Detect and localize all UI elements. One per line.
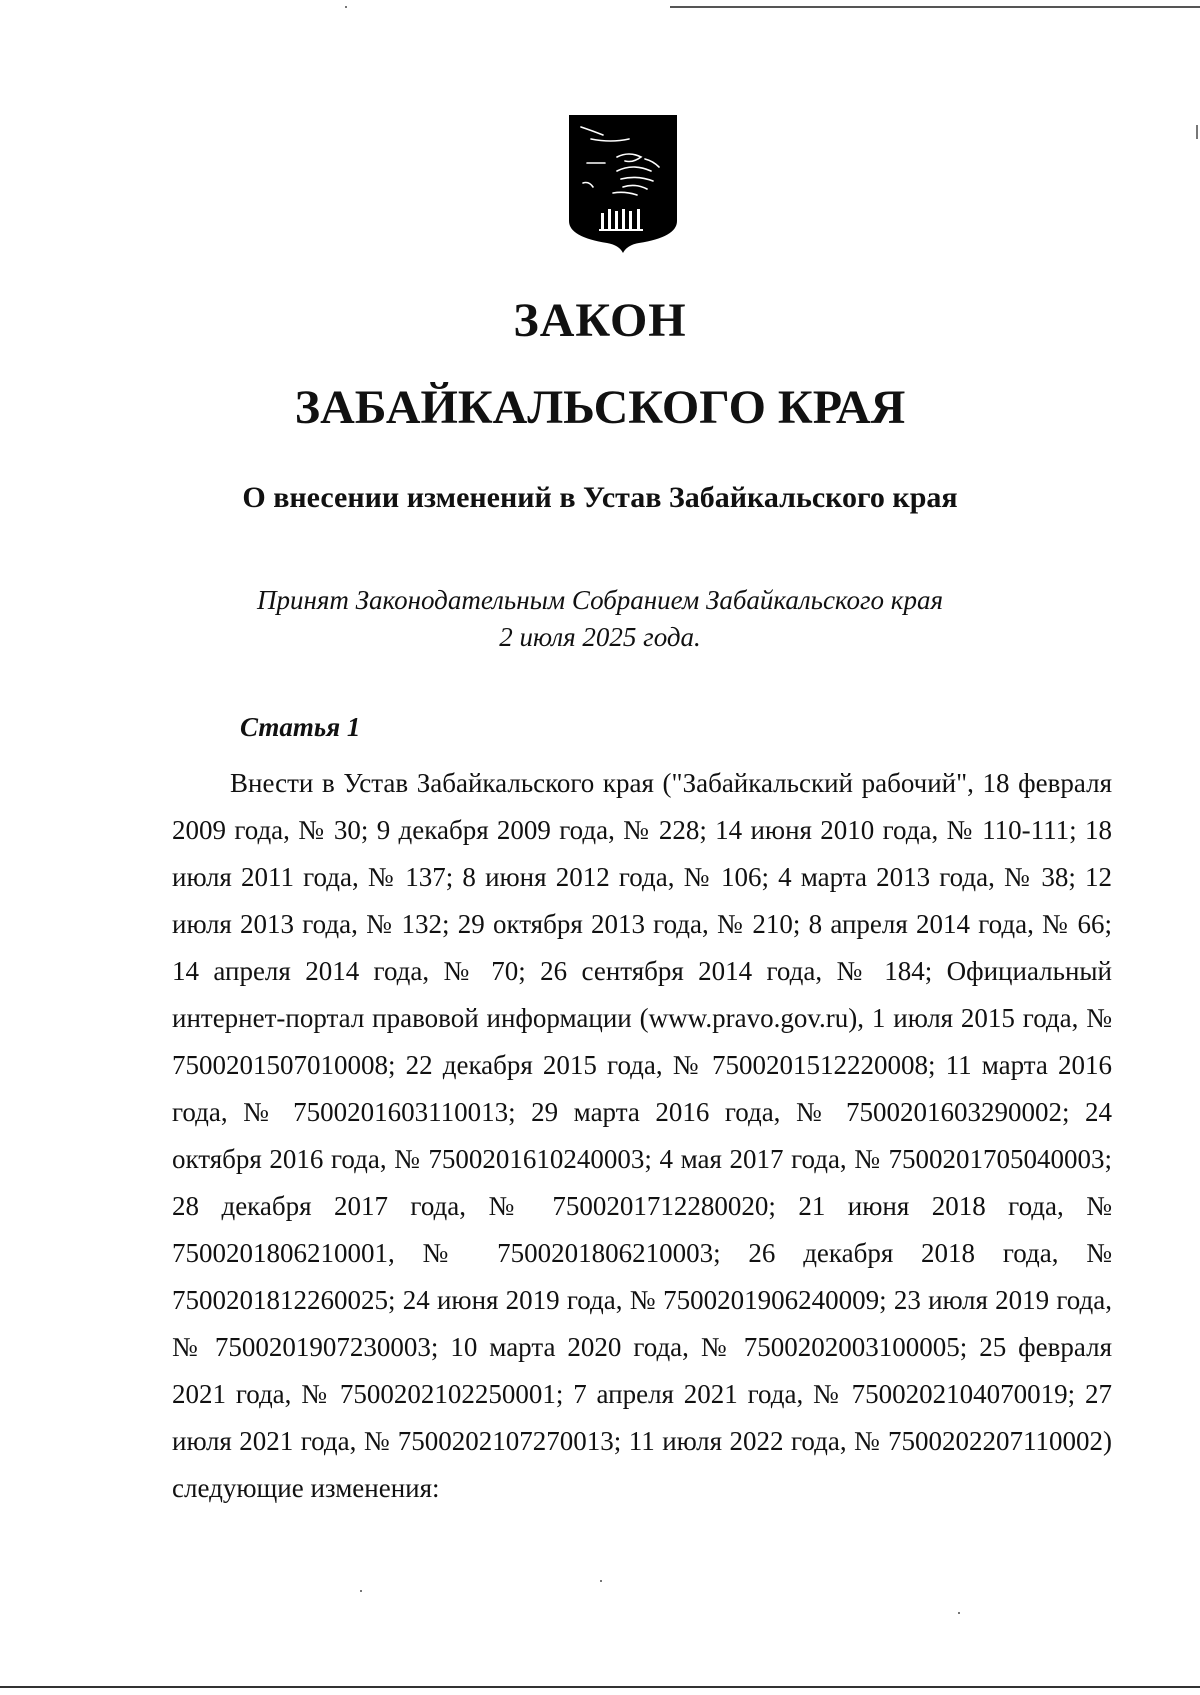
adoption-line-1: Принят Законодательным Собранием Забайкальского края: [256, 585, 943, 615]
law-region-title: ЗАБАЙКАЛЬСКОГО КРАЯ: [294, 381, 906, 434]
law-subtitle: О внесении изменений в Устав Забайкальского края: [242, 481, 958, 514]
adoption-line-2: 2 июля 2025 года.: [499, 622, 701, 652]
scan-speck: [958, 1612, 960, 1614]
scan-edge-bottom: [0, 1686, 1200, 1688]
scan-speck: [1196, 125, 1198, 139]
coat-of-arms-icon: [567, 113, 679, 255]
adoption-note: [0, 582, 1200, 656]
scan-edge-top: [670, 6, 1200, 8]
law-title: ЗАКОН: [513, 294, 687, 347]
article-heading: Статья 1: [240, 712, 361, 742]
scan-speck: [360, 1590, 362, 1592]
scan-speck: [600, 1580, 602, 1582]
article-body: Внести в Устав Забайкальского края ("Забайкальский рабочий", 18 февраля 2009 года, № 30; 9 декабря 2009 года, № 228; 14 июня 2010 года, № 110-111; 18 июля 2011 года, № 137; 8 июня 2012 года, № 106; 4 марта 2013 года, № 38; 12 июля 2013 года, № 132; 29 октября 2013 года, № 210; 8 апреля 2014 года, № 66; 14 апреля 2014 года, № 70; 26 сентября 2014 года, № 184; Официальный интернет-портал правовой информации (www.pravo.gov.ru), 1 июля 2015 года, № 7500201507010008; 22 декабря 2015 года, № 7500201512220008; 11 марта 2016 года, № 7500201603110013; 29 марта 2016 года, № 7500201603290002; 24 октября 2016 года, № 7500201610240003; 4 мая 2017 года, № 7500201705040003; 28 декабря 2017 года, № 7500201712280020; 21 июня 2018 года, № 7500201806210001, № 7500201806210003; 26 декабря 2018 года, № 7500201812260025; 24 июня 2019 года, № 7500201906240009; 23 июля 2019 года, № 7500201907230003; 10 марта 2020 года, № 7500202003100005; 25 февраля 2021 года, № 7500202102250001; 7 апреля 2021 года, № 7500202104070019; 27 июля 2021 года, № 7500202107270013; 11 июля 2022 года, № 7500202207110002) следующие изменения:: [172, 768, 1112, 1503]
scan-speck: [345, 6, 347, 8]
